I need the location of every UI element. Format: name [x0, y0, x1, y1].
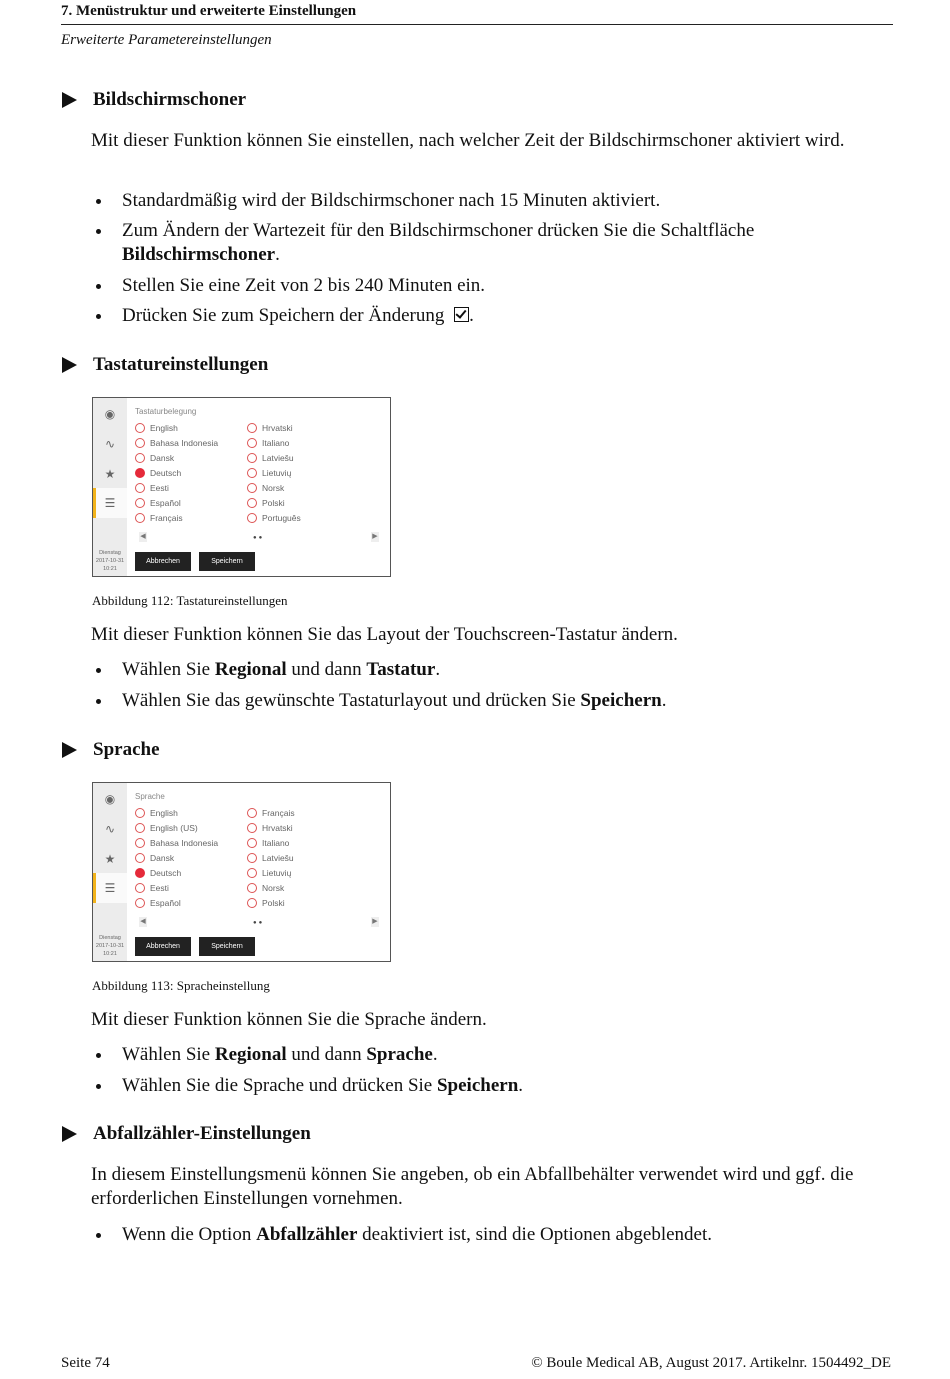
radio-option[interactable]: Español	[135, 895, 218, 910]
next-page-icon[interactable]: ▶	[372, 918, 378, 925]
list-item: Wählen Sie Regional und dann Sprache.	[96, 1043, 886, 1067]
list-item: Wählen Sie die Sprache und drücken Sie Speichern.	[96, 1074, 886, 1098]
radio-icon	[247, 853, 257, 863]
page-indicator: ●●	[253, 920, 265, 926]
date-display: Dienstag 2017-10-31 10:21	[95, 935, 125, 957]
keyboard-settings-screenshot	[92, 397, 391, 577]
bullet-icon	[96, 668, 101, 673]
chapter-title: 7. Menüstruktur und erweiterte Einstellungen	[61, 3, 357, 19]
prev-page-icon[interactable]: ◀	[140, 533, 146, 540]
radio-icon	[135, 483, 145, 493]
radio-icon	[247, 453, 257, 463]
list-item: Stellen Sie eine Zeit von 2 bis 240 Minuten ein.	[96, 274, 886, 298]
list-item: Zum Ändern der Wartezeit für den Bildschirmschoner drücken Sie die Schaltfläche Bildschirmschoner.	[96, 219, 886, 267]
waste-intro: In diesem Einstellungsmenü können Sie angeben, ob ein Abfallbehälter verwendet wird und ggf. die erforderlichen Einstellungen vornehmen.	[91, 1164, 854, 1209]
date-display: Dienstag 2017-10-31 10:21	[95, 550, 125, 572]
radio-option[interactable]: Eesti	[135, 880, 218, 895]
header-divider	[61, 24, 893, 25]
radio-option[interactable]: Bahasa Indonesia	[135, 835, 218, 850]
bullet-icon	[96, 699, 101, 704]
list-item: Wählen Sie das gewünschte Tastaturlayout und drücken Sie Speichern.	[96, 689, 886, 713]
radio-icon	[135, 838, 145, 848]
list-item: Standardmäßig wird der Bildschirmschoner nach 15 Minuten aktiviert.	[96, 189, 886, 213]
radio-option[interactable]: Hrvatski	[247, 820, 295, 835]
heading-waste-counter	[62, 1123, 311, 1145]
triangle-bullet-icon	[62, 357, 77, 373]
heading-language	[62, 739, 160, 761]
bullet-icon	[96, 1084, 101, 1089]
star-icon: ★	[104, 467, 116, 481]
radio-icon	[247, 898, 257, 908]
language-intro: Mit dieser Funktion können Sie die Sprache ändern.	[91, 1009, 487, 1030]
radio-icon	[135, 438, 145, 448]
radio-option[interactable]: English (US)	[135, 820, 218, 835]
radio-option-selected[interactable]: Deutsch	[135, 865, 218, 880]
radio-icon	[247, 513, 257, 523]
radio-selected-icon	[135, 868, 145, 878]
figure-caption: Abbildung 112: Tastatureinstellungen	[92, 593, 288, 608]
section-subtitle: Erweiterte Parametereinstellungen	[61, 32, 272, 48]
radio-option[interactable]: Italiano	[247, 835, 295, 850]
heading-keyboard	[62, 354, 268, 376]
radio-icon	[135, 898, 145, 908]
radio-icon	[135, 513, 145, 523]
bullet-icon	[96, 1053, 101, 1058]
next-page-icon[interactable]: ▶	[372, 533, 378, 540]
copyright: © Boule Medical AB, August 2017. Artikelnr. 1504492_DE	[531, 1355, 891, 1371]
radio-icon	[135, 423, 145, 433]
star-icon: ★	[104, 852, 116, 866]
play-icon: ◉	[104, 792, 116, 806]
radio-icon	[135, 823, 145, 833]
menu-icon: ☰	[104, 881, 116, 895]
list-item: Wählen Sie Regional und dann Tastatur.	[96, 658, 886, 682]
triangle-bullet-icon	[62, 1126, 77, 1142]
triangle-bullet-icon	[62, 742, 77, 758]
heading-text: Tastatureinstellungen	[93, 354, 269, 375]
option-column-1	[135, 420, 218, 525]
triangle-bullet-icon	[62, 92, 77, 108]
bullet-icon	[96, 314, 101, 319]
checkbox-checked-icon	[454, 307, 469, 322]
active-indicator	[93, 488, 96, 518]
chart-icon: ∿	[104, 437, 116, 451]
active-indicator	[93, 873, 96, 903]
option-column-2	[247, 805, 295, 910]
radio-option[interactable]: Lietuvių	[247, 865, 295, 880]
heading-text: Abfallzähler-Einstellungen	[93, 1123, 311, 1144]
radio-option[interactable]: Polski	[247, 495, 301, 510]
radio-icon	[247, 823, 257, 833]
radio-option[interactable]: Polski	[247, 895, 295, 910]
radio-option[interactable]: Hrvatski	[247, 420, 301, 435]
radio-icon	[135, 853, 145, 863]
screen-title: Sprache	[135, 792, 165, 801]
radio-icon	[135, 808, 145, 818]
radio-option[interactable]: Français	[247, 805, 295, 820]
radio-option[interactable]: Bahasa Indonesia	[135, 435, 218, 450]
cancel-button[interactable]: Abbrechen	[135, 552, 191, 571]
save-button[interactable]: Speichern	[199, 552, 255, 571]
bullet-icon	[96, 284, 101, 289]
radio-option[interactable]: Dansk	[135, 850, 218, 865]
bullet-icon	[96, 199, 101, 204]
sidebar	[93, 783, 127, 961]
radio-icon	[247, 498, 257, 508]
chart-icon: ∿	[104, 822, 116, 836]
page-number: Seite 74	[61, 1355, 110, 1371]
heading-text: Sprache	[93, 739, 160, 760]
radio-option[interactable]: Norsk	[247, 880, 295, 895]
radio-option[interactable]: Italiano	[247, 435, 301, 450]
menu-icon: ☰	[104, 496, 116, 510]
language-settings-screenshot	[92, 782, 391, 962]
radio-icon	[135, 453, 145, 463]
radio-option[interactable]: Português	[247, 510, 301, 525]
play-icon: ◉	[104, 407, 116, 421]
radio-selected-icon	[135, 468, 145, 478]
radio-icon	[247, 883, 257, 893]
radio-icon	[135, 883, 145, 893]
heading-screensaver	[62, 89, 246, 111]
sidebar	[93, 398, 127, 576]
radio-option[interactable]: Latviešu	[247, 850, 295, 865]
radio-option[interactable]: English	[135, 420, 218, 435]
figure-caption: Abbildung 113: Spracheinstellung	[92, 978, 270, 993]
screensaver-intro: Mit dieser Funktion können Sie einstellen, nach welcher Zeit der Bildschirmschoner aktiviert wird.	[91, 130, 845, 151]
radio-option-selected[interactable]: Deutsch	[135, 465, 218, 480]
page-indicator: ●●	[253, 535, 265, 541]
screen-title: Tastaturbelegung	[135, 407, 197, 416]
radio-icon	[247, 868, 257, 878]
radio-icon	[247, 438, 257, 448]
radio-option[interactable]: English	[135, 805, 218, 820]
radio-icon	[247, 483, 257, 493]
radio-option[interactable]: Español	[135, 495, 218, 510]
list-item: Wenn die Option Abfallzähler deaktiviert ist, sind die Optionen abgeblendet.	[96, 1223, 886, 1247]
option-column-2	[247, 420, 301, 525]
heading-text: Bildschirmschoner	[93, 89, 247, 110]
radio-icon	[247, 468, 257, 478]
radio-option[interactable]: Norsk	[247, 480, 301, 495]
keyboard-intro: Mit dieser Funktion können Sie das Layout der Touchscreen-Tastatur ändern.	[91, 624, 678, 645]
radio-icon	[135, 498, 145, 508]
list-item: Drücken Sie zum Speichern der Änderung .	[96, 304, 886, 328]
radio-icon	[247, 838, 257, 848]
option-column-1	[135, 805, 218, 910]
radio-icon	[247, 423, 257, 433]
radio-option[interactable]: Latviešu	[247, 450, 301, 465]
prev-page-icon[interactable]: ◀	[140, 918, 146, 925]
cancel-button[interactable]: Abbrechen	[135, 937, 191, 956]
save-button[interactable]: Speichern	[199, 937, 255, 956]
radio-option[interactable]: Eesti	[135, 480, 218, 495]
radio-option[interactable]: Lietuvių	[247, 465, 301, 480]
radio-icon	[247, 808, 257, 818]
radio-option[interactable]: Dansk	[135, 450, 218, 465]
radio-option[interactable]: Français	[135, 510, 218, 525]
bullet-icon	[96, 229, 101, 234]
bullet-icon	[96, 1233, 101, 1238]
